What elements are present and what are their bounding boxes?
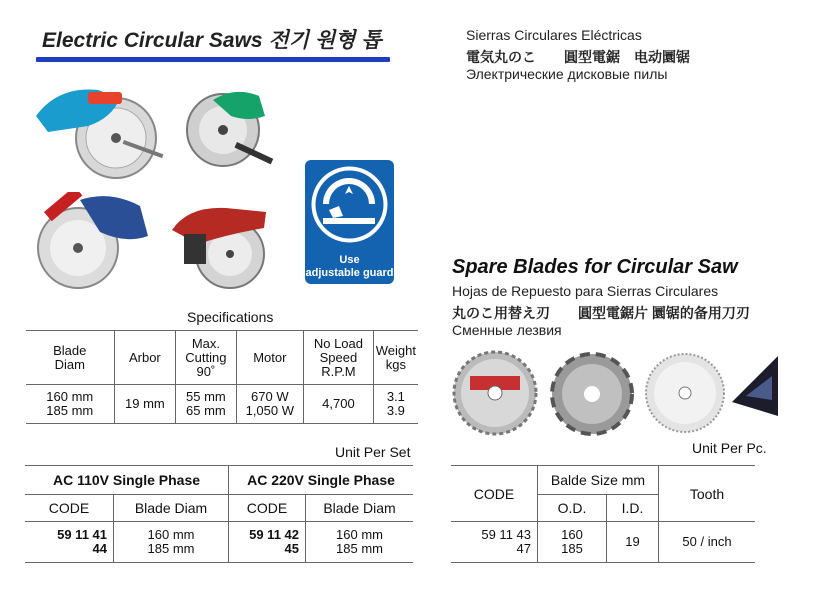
- code-220v: 59 11 42 45: [229, 522, 306, 563]
- saw-image-1: [28, 76, 166, 184]
- cell-cutting: 55 mm 65 mm: [176, 385, 236, 424]
- page-title: Electric Circular Saws 전기 원형 톱: [42, 29, 382, 52]
- header-weight: Weight kgs: [373, 331, 418, 385]
- group-110v: AC 110V Single Phase: [25, 466, 229, 495]
- spare-spanish: Hojas de Repuesto para Sierras Circulares: [452, 283, 719, 299]
- badge-text-line1: Use: [339, 254, 360, 266]
- title-russian: Электрические дисковые пилы: [466, 66, 668, 82]
- code-header-1: CODE: [25, 495, 114, 522]
- code-header-2: CODE: [229, 495, 306, 522]
- title-spanish: Sierras Circulares Eléctricas: [466, 27, 642, 43]
- group-220v: AC 220V Single Phase: [229, 466, 414, 495]
- blade-image-2: [550, 352, 634, 436]
- blade-id: 19: [607, 522, 659, 563]
- specs-table: [26, 330, 418, 424]
- title-underline: [36, 57, 390, 62]
- code-110v: 59 11 41 44: [25, 522, 114, 563]
- blade-image-1: [452, 350, 538, 436]
- table-row: [25, 522, 413, 563]
- blade-image-4: [732, 356, 778, 416]
- diam-110v: 160 mm 185 mm: [114, 522, 229, 563]
- table-row: [451, 522, 755, 563]
- blade-size-header: Balde Size mm: [538, 466, 659, 495]
- spare-blades-title: Spare Blades for Circular Saw: [452, 256, 738, 278]
- spare-cjk: 丸のこ用替え刃 圓型電鋸片 圜锯的备用刀刃: [452, 305, 750, 321]
- header-arbor: Arbor: [114, 331, 176, 385]
- cell-speed: 4,700: [304, 385, 374, 424]
- blade-image-3: [644, 352, 726, 434]
- specs-caption: Specifications: [187, 309, 274, 325]
- header-blade: Blade Diam: [26, 331, 114, 385]
- saw-image-3: [30, 192, 160, 302]
- tooth-header: Tooth: [659, 466, 756, 522]
- table-row: [26, 385, 418, 424]
- header-cutting: Max. Cutting 90˚: [176, 331, 236, 385]
- spare-russian: Сменные лезвия: [452, 322, 562, 338]
- cell-motor: 670 W 1,050 W: [236, 385, 304, 424]
- blade-code: 59 11 43 47: [451, 522, 538, 563]
- saw-image-2: [183, 82, 283, 177]
- safety-badge: [305, 160, 394, 284]
- diam-header-1: Blade Diam: [114, 495, 229, 522]
- blade-code-header: CODE: [451, 466, 538, 522]
- cell-blade: 160 mm 185 mm: [26, 385, 114, 424]
- saw-code-table: [25, 465, 413, 563]
- unit-per-set: Unit Per Set: [335, 444, 411, 460]
- unit-per-pc: Unit Per Pc.: [692, 440, 767, 456]
- blade-code-table: [451, 465, 755, 563]
- blade-od: 160 185: [538, 522, 607, 563]
- header-motor: Motor: [236, 331, 304, 385]
- diam-header-2: Blade Diam: [306, 495, 414, 522]
- saw-image-4: [168, 200, 278, 292]
- diam-220v: 160 mm 185 mm: [306, 522, 414, 563]
- badge-text-line2: adjustable guard: [305, 267, 394, 279]
- adjustable-guard-icon: [309, 164, 390, 245]
- id-header: I.D.: [607, 495, 659, 522]
- od-header: O.D.: [538, 495, 607, 522]
- blade-tooth: 50 / inch: [659, 522, 756, 563]
- header-speed: No Load Speed R.P.M: [304, 331, 374, 385]
- cell-weight: 3.1 3.9: [373, 385, 418, 424]
- cell-arbor: 19 mm: [114, 385, 176, 424]
- title-cjk: 電気丸のこ 圓型電鋸 电动圜锯: [466, 49, 690, 65]
